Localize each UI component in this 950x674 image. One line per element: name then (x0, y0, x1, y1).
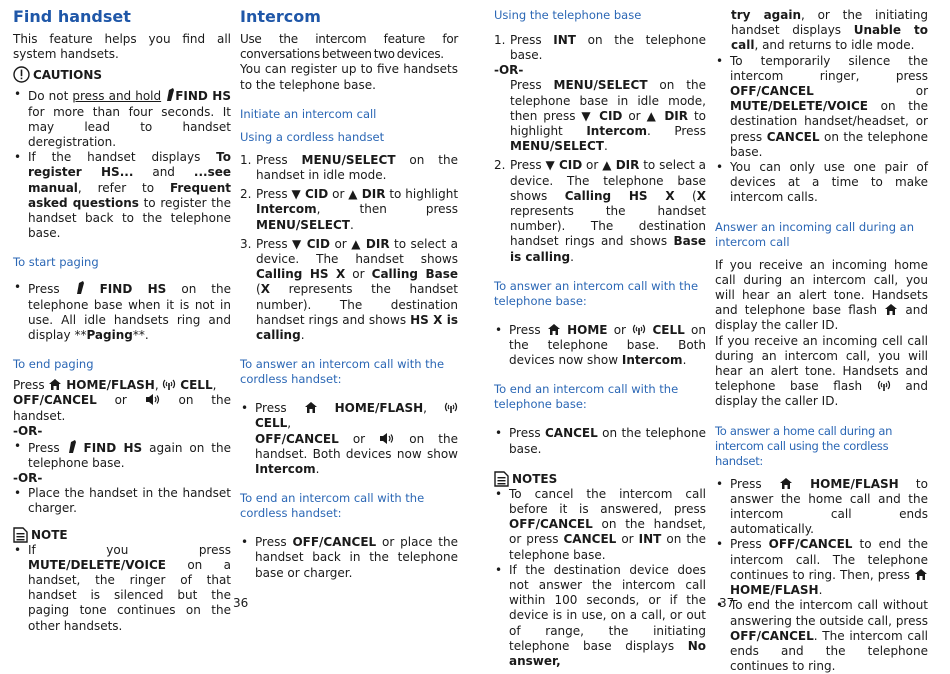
subheading-initiate: Initiate an intercom call (240, 106, 377, 121)
end-paging-step: Press HOME/FLASH, CELL, OFF/CANCEL or on the handset. (13, 378, 231, 423)
list-item: • Press HOME or CELL on the telephone base. Both devices now show Intercom. (494, 323, 706, 369)
list-item: • To cancel the intercom call before it is answered, press OFF/CANCEL on the handset, or press CANCEL or INT on the telephone base. (494, 487, 706, 563)
speaker-icon (379, 432, 395, 445)
list-item: 2. Press ▼ CID or ▲ DIR to highlight Intercom, then press MENU/SELECT. (240, 187, 459, 232)
home-icon (779, 477, 793, 490)
column-find-handset (13, 0, 231, 634)
list-item: • Do not press and hold FIND HS for more than four seconds. It may lead to handset deregistration. (13, 87, 231, 150)
page-number: 37 (719, 596, 735, 610)
list-item: 3. Press ▼ CID or ▲ DIR to select a device. The handset shows Calling HS X or Calling Base (X represents the handset number). The destination handset rings and shows HS X is calling. (240, 236, 459, 343)
notes-continued: try again, or the initiating handset displays Unable to call, and returns to idle mode. (731, 8, 928, 53)
cautions-list (13, 87, 231, 241)
list-item: 1. Press INT on the telephone base. (494, 33, 706, 63)
home-icon (304, 401, 318, 414)
note-icon (494, 471, 509, 487)
section-title-find-handset: Find handset (13, 7, 131, 26)
column-intercom (240, 0, 458, 581)
caution-icon (13, 66, 30, 83)
note-heading: NOTE (13, 527, 231, 543)
cell-icon (444, 401, 458, 414)
list-item: • You can only use one pair of devices at a time to make intercom calls. (715, 160, 928, 206)
or-divider: -OR- (13, 471, 43, 486)
list-item: • To end the intercom call without answering the outside call, press OFF/CANCEL. The intercom call ends and the telephone continues to ring. (715, 598, 928, 674)
cell-icon (162, 378, 176, 391)
section-title-intercom: Intercom (240, 7, 321, 26)
list-item: • To temporarily silence the intercom ringer, press OFF/CANCEL or MUTE/DELETE/VOICE on the destination handset/headset, or press CANCEL on the telephone base. (715, 54, 928, 160)
cautions-heading: CAUTIONS (13, 66, 231, 83)
list-item: • Press HOME/FLASH to answer the home call and the intercom call ends automatically. (715, 477, 928, 538)
subheading-using-base: Using the telephone base (494, 8, 642, 22)
alt-step: Press MENU/SELECT on the telephone base in idle mode, then press ▼ CID or ▲ DIR to highlight Intercom. Press MENU/SELECT. (510, 78, 707, 154)
list-item: • Press FIND HS again on the telephone base. (13, 439, 231, 471)
home-call-paragraph: If you receive an incoming home call during an intercom call, you will hear an alert tone. Handsets and telephone base flash and display the caller ID. (715, 257, 928, 333)
home-icon (884, 303, 898, 316)
list-item: • If you press MUTE/DELETE/VOICE on a handset, the ringer of that handset is silenced but the paging tone continues on the other handsets. (13, 543, 231, 634)
page-number: 36 (233, 596, 249, 610)
subheading-answer-home: To answer a home call during an intercom call using the cordless handset: (715, 423, 893, 468)
handset-icon (165, 87, 175, 102)
subheading-end-paging: To end paging (13, 357, 94, 372)
list-item: • Press OFF/CANCEL or place the handset back in the telephone base or charger. (240, 535, 458, 581)
notes-heading: NOTES (494, 471, 706, 487)
find-handset-intro: This feature helps you find all system handsets. (13, 32, 231, 62)
subheading-end-base: To end an intercom call with the telephone base: (494, 382, 679, 412)
note-icon (13, 527, 28, 543)
list-item: 2. Press ▼ CID or ▲ DIR to select a device. The telephone base shows Calling HS X (X represents the handset number). The destination handset rings and shows Base is calling. (494, 158, 706, 264)
list-item: • Press HOME/FLASH, CELL, OFF/CANCEL or on the handset. Both devices now show Intercom. (240, 401, 458, 477)
list-item: • If the handset displays To register HS... and ...see manual, refer to Frequent asked questions to register the handset back to the telephone base. (13, 150, 231, 241)
home-icon (914, 568, 928, 581)
list-item: • If the destination device does not answer the intercom call within 100 seconds, or if the device is in use, on a call, or out of range, the initiating telephone base displays No answer, (494, 563, 706, 669)
cell-icon (632, 323, 646, 336)
or-divider: -OR- (13, 423, 43, 438)
subheading-end-cordless: To end an intercom call with the cordless handset: (240, 491, 425, 521)
column-telephone-base (494, 0, 706, 669)
subheading-answer-cordless: To answer an intercom call with the cordless handset: (240, 357, 445, 387)
subheading-using-cordless: Using a cordless handset (240, 129, 385, 144)
subheading-answer-during: Answer an incoming call during an intercom call (715, 219, 914, 249)
subheading-answer-base: To answer an intercom call with the telephone base: (494, 278, 699, 308)
initiate-steps (240, 153, 458, 343)
list-item: • Press CANCEL on the telephone base. (494, 426, 706, 456)
column-notes-continued (715, 0, 928, 674)
list-item: 1. Press MENU/SELECT on the handset in idle mode. (240, 152, 458, 183)
list-item: • Press FIND HS on the telephone base when it is not in use. All idle handsets ring and display **Paging**. (13, 280, 231, 343)
handset-icon (75, 280, 85, 295)
cell-icon (877, 379, 891, 392)
handset-icon (67, 439, 77, 454)
subheading-start-paging: To start paging (13, 255, 99, 270)
or-divider: -OR- (494, 63, 524, 78)
list-item: • Press OFF/CANCEL to end the intercom call. The telephone continues to ring. Then, press HOME/FLASH. (715, 537, 928, 598)
intercom-intro-2: You can register up to five handsets to the telephone base. (240, 62, 458, 92)
list-item: • Place the handset in the handset charger. (13, 486, 231, 516)
speaker-icon (145, 393, 161, 406)
home-icon (547, 323, 561, 336)
home-icon (48, 378, 62, 391)
intercom-intro: Use the intercom feature for conversations between two devices. (240, 32, 458, 62)
cell-call-paragraph: If you receive an incoming cell call during an intercom call, you will hear an alert tone. Handsets and telephone base flash and display the caller ID. (715, 333, 928, 409)
